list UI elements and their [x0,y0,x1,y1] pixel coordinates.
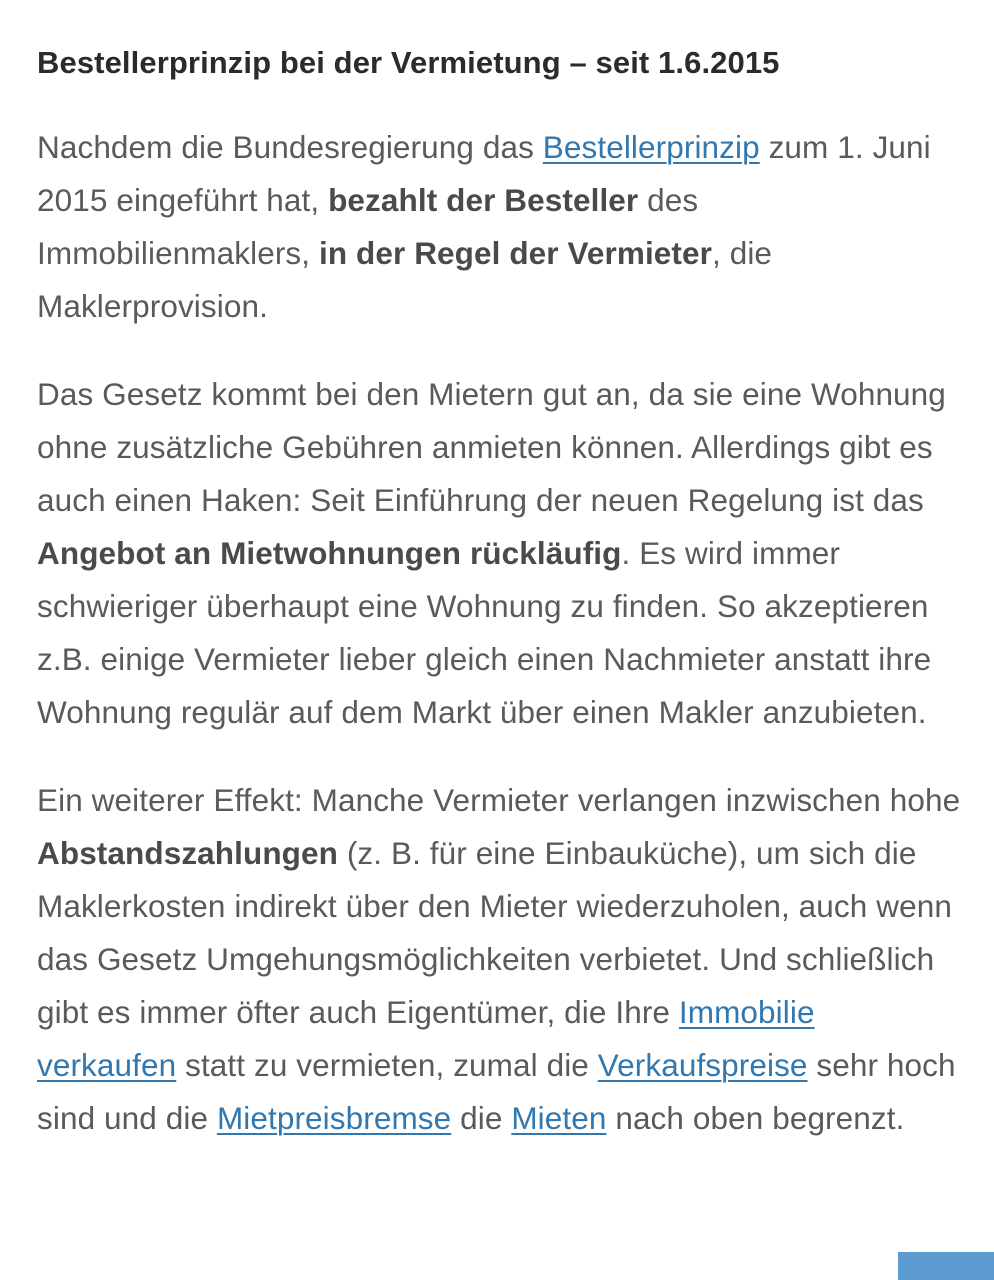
text: Das Gesetz kommt bei den Mietern gut an, da sie eine Wohnung ohne zusätzliche Gebühren anmieten können. Allerdings gibt es auch einen Haken: Seit Einführung der neuen Regelung ist das [37,376,946,518]
text: , die Maklerprovision. [37,235,773,324]
bold-text: Angebot an Mietwohnungen rückläufig [37,535,622,571]
text: sehr hoch sind und die [37,1047,956,1136]
paragraph-effekt [37,774,962,1145]
paragraph-gesetz [37,368,962,739]
text: nach oben begrenzt. [606,1100,905,1136]
bold-text: bezahlt der Besteller [328,182,639,218]
bold-text: Abstandszahlungen [37,835,338,871]
text: zum 1. Juni 2015 eingeführt hat, [37,129,931,218]
text: Ein weiterer Effekt: Manche Vermieter verlangen inzwischen hohe [37,782,961,818]
bold-text: in der Regel der Vermieter [318,235,712,271]
article [37,40,962,1145]
text: die [451,1100,512,1136]
text: Nachdem die Bundesregierung das [37,129,543,165]
article-title: Bestellerprinzip bei der Vermietung – seit 1.6.2015 [37,45,780,80]
corner-block[interactable] [898,1252,994,1280]
link-mietpreisbremse[interactable]: Mietpreisbremse [216,1100,452,1136]
link-verkaufspreise[interactable]: Verkaufspreise [597,1047,808,1083]
text: statt zu vermieten, zumal die [176,1047,598,1083]
paragraph-bestellerprinzip [37,121,962,333]
link-mieten[interactable]: Mieten [511,1100,607,1136]
text: (z. B. für eine Einbauküche), um sich die Maklerkosten indirekt über den Mieter wiederzuholen, auch wenn das Gesetz Umgehungsmöglichkeiten verbietet. Und schließlich gibt es immer öfter auch Eigentümer, die Ihre [37,835,952,1030]
text: . Es wird immer schwieriger überhaupt eine Wohnung zu finden. So akzeptieren z.B. einige Vermieter lieber gleich einen Nachmieter anstatt ihre Wohnung regulär auf dem Markt über einen Makler anzubieten. [37,535,932,730]
text: des Immobilienmaklers, [37,182,699,271]
link-immobilie-verkaufen[interactable]: Immobilie verkaufen [37,994,815,1083]
link-bestellerprinzip[interactable]: Bestellerprinzip [542,129,760,165]
